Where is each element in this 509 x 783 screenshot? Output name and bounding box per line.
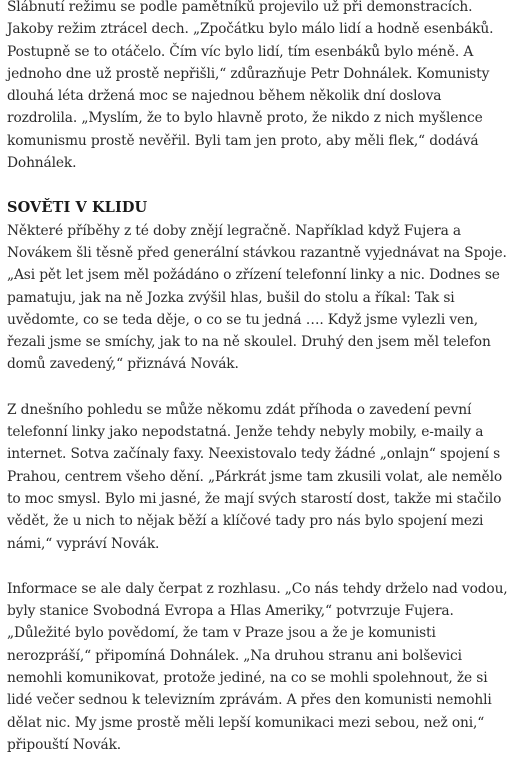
article-paragraph-3: Z dnešního pohledu se může někomu zdát příhoda o zavedení pevní telefonní linky jako nepodstatná. Jenže tehdy nebyly mobily, e-maily a internet. Sotva začínaly faxy. Neexistovalo tedy žádné „onlajn“ spojení s Prahou, centrem všeho dění. „Párkrát jsme tam zkusili volat, ale nemělo to moc smysl. Bylo mi jasné, že mají svých starostí dost, takže mi stačilo vědět, že u nich to nějak běží a klíčové tady pro nás bylo spojení mezi námi,“ vypráví Novák.: [7, 401, 502, 552]
article-paragraph-2: Některé příběhy z té doby znějí legračně. Například když Fujera a Novákem šli těsně před generální stávkou razantně vyjednávat na Spoje. „Asi pět let jsem měl požádáno o zřízení telefonní linky a nic. Dodnes se pamatuju, jak na ně Jozka zvýšil hlas, bušil do stolu a říkal: Tak si uvědomte, co se teda děje, o co se tu jedná …. Když jsme vylezli ven, řezali jsme se smíchy, jak to na ně skoulel. Druhý den jsem měl telefon domů zavedený,“ přiznává Novák.: [7, 222, 507, 373]
section-heading: SOVĚTI V KLIDU: [7, 199, 148, 217]
article-paragraph-1: Slábnutí režimu se podle pamětníků projevilo už při demonstracích. Jakoby režim ztrácel dech. „Zpočátku bylo málo lidí a hodně esenbáků. Postupně se to otáčelo. Čím víc bylo lidí, tím esenbáků bylo méně. A jednoho dne už prostě nepřišli,“ zdůrazňuje Petr Dohnálek. Komunisty dlouhá léta držená moc se najednou během několik dní doslova rozdrolila. „Myslím, že to bylo hlavně proto, že nikdo z nich myšlence komunismu prostě nevěřil. Byli tam jen proto, aby měli flek,“ dodává Dohnálek.: [7, 0, 494, 172]
article-paragraph-4: Informace se ale daly čerpat z rozhlasu. „Co nás tehdy drželo nad vodou, byly stanice Svobodná Evropa a Hlas Ameriky,“ potvrzuje Fujera. „Důležité bylo povědomí, že tam v Praze jsou a že je komunisti nerozpráší,“ připomíná Dohnálek. „Na druhou stranu ani bolševici nemohli komunikovat, protože jediné, na co se mohli spolehnout, že si lidé večer sednou k televizním zprávám. A přes den komunisti nemohli dělat nic. My jsme prostě měli lepší komunikaci mezi sebou, než oni,“ připouští Novák.: [7, 580, 508, 753]
